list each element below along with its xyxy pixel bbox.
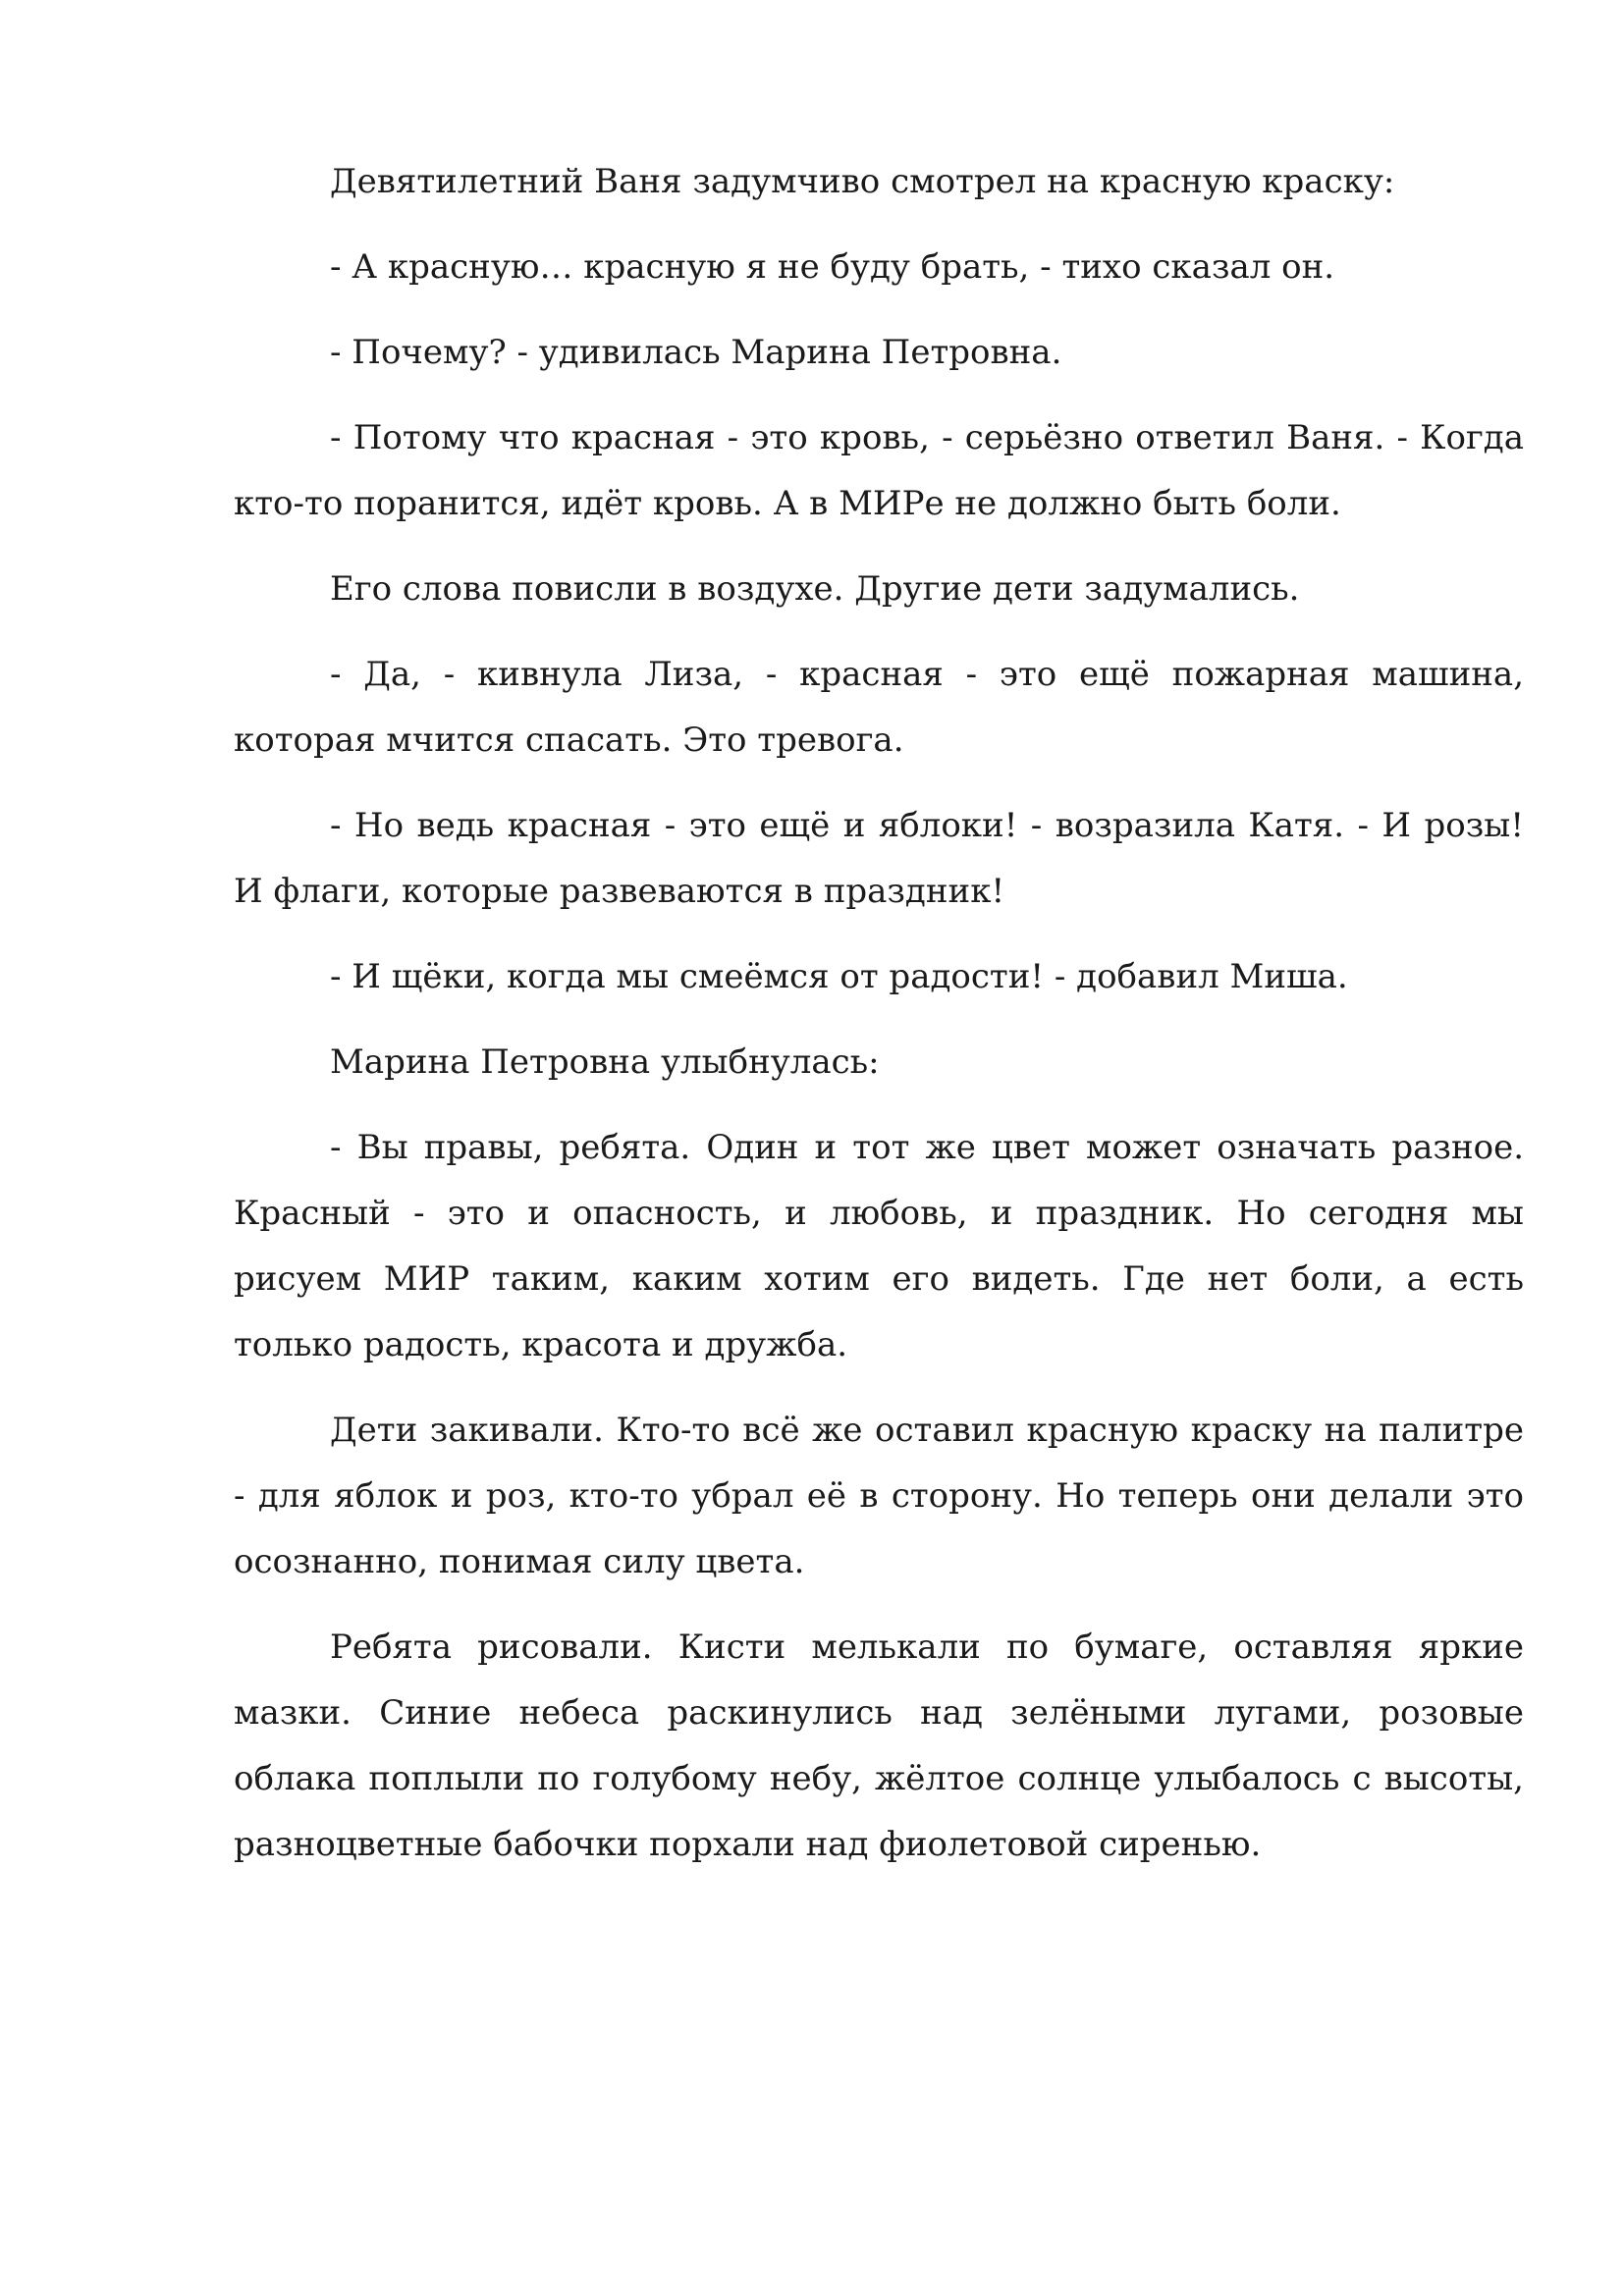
paragraph-12: Ребята рисовали. Кисти мелькали по бумаге, оставляя яркие мазки. Синие небеса раскинулись над зелёными лугами, розовые облака поплыли по голубому небу, жёлтое солнце улыбалось с высоты, разноцветные бабочки порхали над фиолетовой сиренью. — [234, 1628, 1524, 1864]
paragraph-1: Девятилетний Ваня задумчиво смотрел на красную краску: — [330, 162, 1395, 201]
paragraph-9: Марина Петровна улыбнулась: — [330, 1042, 880, 1082]
paragraph-10: - Вы правы, ребята. Один и тот же цвет может означать разное. Красный - это и опасность, и любовь, и праздник. Но сегодня мы рисуем МИР таким, каким хотим его видеть. Где нет боли, а есть только радость, красота и дружба. — [234, 1128, 1524, 1364]
story-text — [234, 149, 1524, 1897]
paragraph-7: - Но ведь красная - это ещё и яблоки! - возразила Катя. - И розы! И флаги, которые развеваются в праздник! — [234, 806, 1524, 911]
paragraph-2: - А красную… красную я не буду брать, - тихо сказал он. — [330, 247, 1335, 287]
paragraph-5: Его слова повисли в воздухе. Другие дети задумались. — [330, 569, 1300, 609]
paragraph-4: - Потому что красная - это кровь, - серьёзно ответил Ваня. - Когда кто-то поранится, идёт кровь. А в МИРе не должно быть боли. — [234, 418, 1524, 523]
paragraph-3: - Почему? - удивилась Марина Петровна. — [330, 333, 1062, 372]
paragraph-6: - Да, - кивнула Лиза, - красная - это ещё пожарная машина, которая мчится спасать. Это тревога. — [234, 655, 1524, 760]
paragraph-11: Дети закивали. Кто-то всё же оставил красную краску на палитре - для яблок и роз, кто-то убрал её в сторону. Но теперь они делали это осознанно, понимая силу цвета. — [234, 1411, 1524, 1581]
paragraph-8: - И щёки, когда мы смеёмся от радости! - добавил Миша. — [330, 957, 1348, 996]
